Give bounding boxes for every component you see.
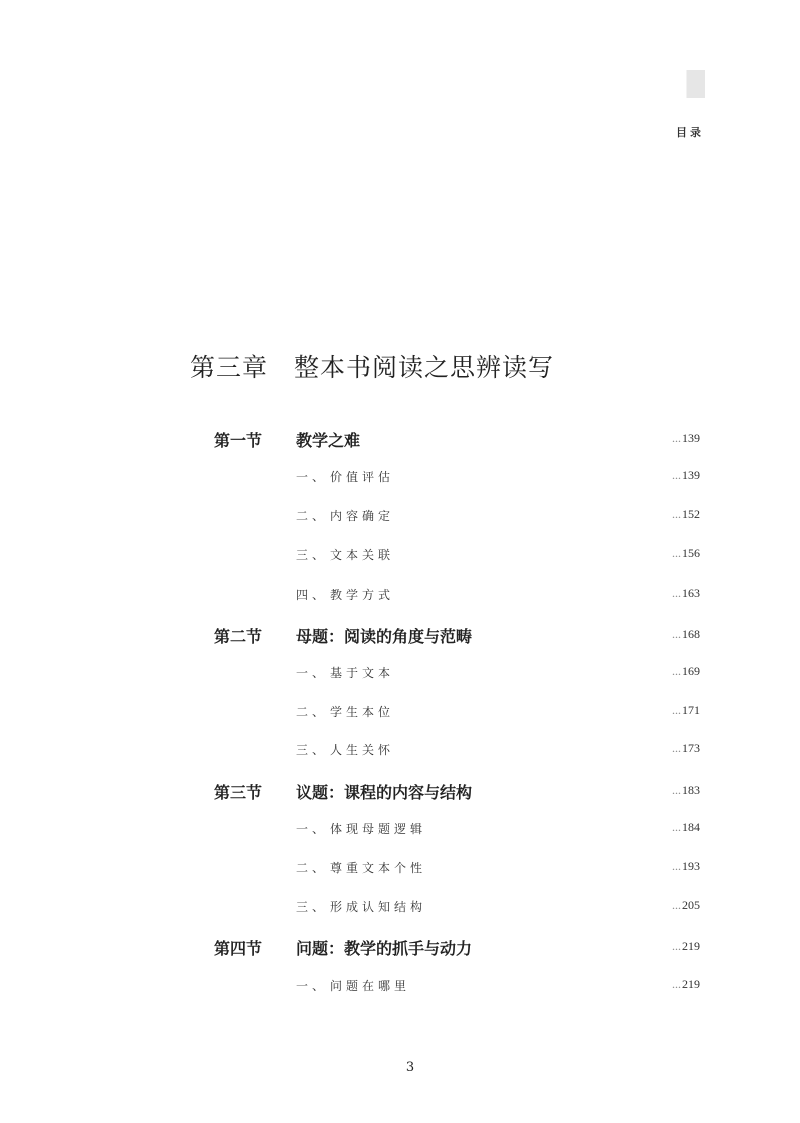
page-ref: ...173 [672,741,700,755]
toc-item-row[interactable] [0,507,800,531]
item-index: 一、 [296,979,329,993]
toc-section-row[interactable] [0,780,800,804]
page-ref: ...205 [672,898,700,912]
toc-section-row[interactable] [0,936,800,960]
toc-item-row[interactable] [0,820,800,844]
page-ref: ...163 [672,586,700,600]
item-title: 形成认知结构 [330,900,427,914]
toc-item-row[interactable] [0,898,800,922]
item-title: 内容确定 [330,509,395,523]
toc-item-row[interactable] [0,977,800,1001]
page-ref: ...139 [672,431,700,445]
page-ref: ...168 [672,627,700,641]
item-title: 教学方式 [330,588,395,602]
page-ref: ...184 [672,820,700,834]
page-ref: ...183 [672,783,700,797]
page-ref: ...169 [672,664,700,678]
item-title: 价值评估 [330,470,395,484]
toc-item-row[interactable] [0,664,800,688]
chapter-number: 第三章 [190,353,269,382]
toc-item-row[interactable] [0,741,800,765]
toc-item-row[interactable] [0,859,800,883]
page-ref: ...193 [672,859,700,873]
item-index: 二、 [296,509,329,523]
item-index: 三、 [296,743,329,757]
section-number: 第二节 [214,627,263,646]
page-ref: ...152 [672,507,700,521]
item-title: 尊重文本个性 [330,861,427,875]
section-number: 第四节 [214,939,263,958]
section-title: 问题：教学的抓手与动力 [296,939,473,958]
item-index: 四、 [296,588,329,602]
item-index: 一、 [296,470,329,484]
item-index: 三、 [296,900,329,914]
item-title: 学生本位 [330,705,395,719]
item-title: 人生关怀 [330,743,395,757]
item-title: 体现母题逻辑 [330,822,427,836]
page-ref: ...139 [672,468,700,482]
item-index: 二、 [296,861,329,875]
item-index: 二、 [296,705,329,719]
item-title: 文本关联 [330,548,395,562]
toc-section-row[interactable] [0,624,800,648]
page-ref: ...219 [672,939,700,953]
item-index: 一、 [296,822,329,836]
toc-item-row[interactable] [0,546,800,570]
page-number: 3 [405,1060,415,1075]
toc-section-row[interactable] [0,428,800,452]
item-index: 三、 [296,548,329,562]
item-index: 一、 [296,666,329,680]
chapter-name: 整本书阅读之思辨读写 [294,353,555,382]
toc-item-row[interactable] [0,703,800,727]
section-number: 第一节 [214,431,263,450]
item-title: 基于文本 [330,666,395,680]
toc-item-row[interactable] [0,468,800,492]
running-header: 目录 [676,126,704,139]
item-title: 问题在哪里 [330,979,411,993]
page-ref: ...171 [672,703,700,717]
page-ref: ...156 [672,546,700,560]
section-title: 母题：阅读的角度与范畴 [296,627,473,646]
section-number: 第三节 [214,783,263,802]
section-title: 教学之难 [296,431,361,450]
section-title: 议题：课程的内容与结构 [296,783,473,802]
page-ref: ...219 [672,977,700,991]
toc-item-row[interactable] [0,586,800,610]
